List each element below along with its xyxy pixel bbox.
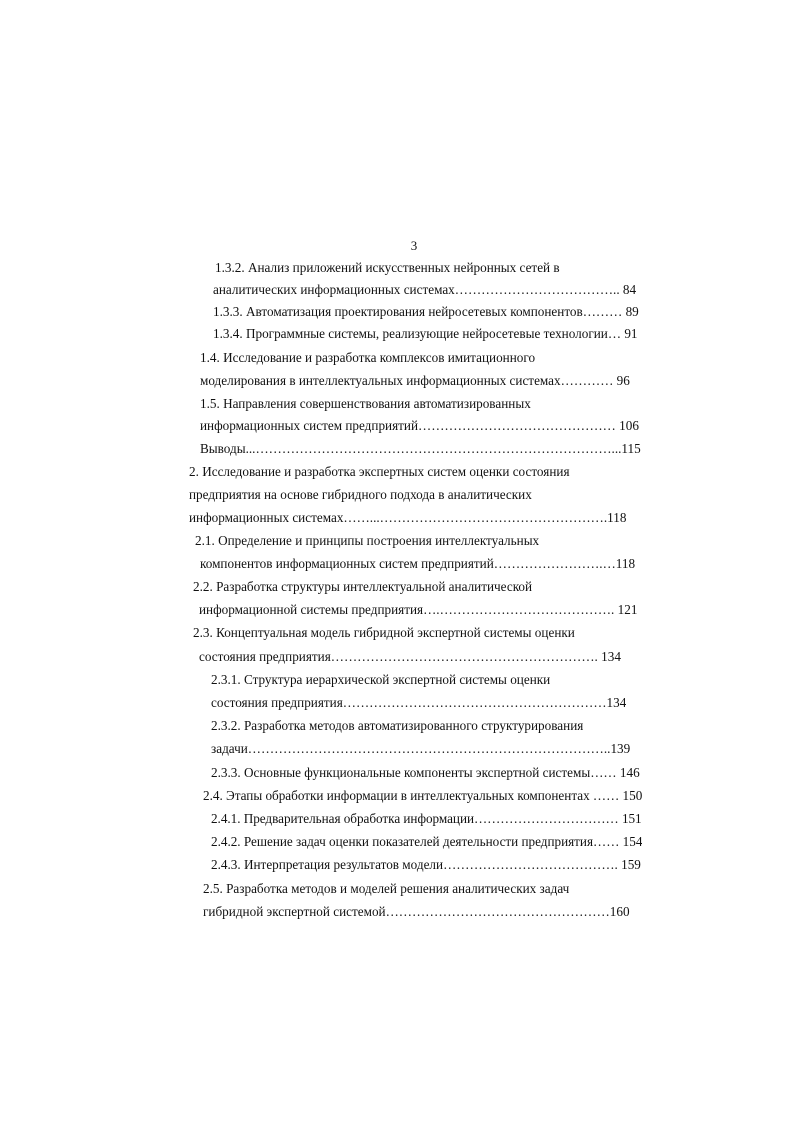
toc-line-2-title-a: 2. Исследование и разработка экспертных систем оценки состояния	[189, 464, 570, 479]
toc-line-1.4-page: моделирования в интеллектуальных информационных системах………… 96	[200, 373, 630, 388]
toc-line-2.1-title: 2.1. Определение и принципы построения интеллектуальных	[195, 533, 540, 548]
toc-line-1.3.2-page: аналитических информационных системах……………………………….. 84	[213, 282, 637, 297]
toc-line-2.4: 2.4. Этапы обработки информации в интеллектуальных компонентах …… 150	[203, 788, 643, 803]
toc-line-2.3.3: 2.3.3. Основные функциональные компоненты экспертной системы…… 146	[211, 765, 640, 780]
toc-line-2.1-page: компонентов информационных систем предприятий…………………….…118	[200, 556, 636, 571]
toc-line-2.5-page: гибридной экспертной системой……………………………………………160	[203, 904, 630, 919]
toc-line-2.3.2-title: 2.3.2. Разработка методов автоматизированного структурирования	[211, 718, 584, 733]
toc-line-1.3.3: 1.3.3. Автоматизация проектирования нейросетевых компонентов……… 89	[213, 304, 639, 319]
toc-line-2.3.1-page: состояния предприятия……………………………………………………134	[211, 695, 627, 710]
toc-line-2.2-title: 2.2. Разработка структуры интеллектуальной аналитической	[193, 579, 533, 594]
toc-line-1.5-title: 1.5. Направления совершенствования автоматизированных	[200, 396, 531, 411]
toc-line-1.3.4: 1.3.4. Программные системы, реализующие нейросетевые технологии… 91	[213, 326, 638, 341]
toc-line-2.3-title: 2.3. Концептуальная модель гибридной экспертной системы оценки	[193, 625, 575, 640]
toc-line-2.5-title: 2.5. Разработка методов и моделей решения аналитических задач	[203, 881, 570, 896]
toc-line-2.2-page: информационной системы предприятия….…………………………………. 121	[199, 602, 638, 617]
page-number: 3	[410, 238, 418, 253]
toc-line-2-page: информационных системах……...…………………………………………….118	[189, 510, 627, 525]
toc-line-conclusions: Выводы...………………………………………………………………………...115	[200, 441, 641, 456]
toc-line-2.4.1: 2.4.1. Предварительная обработка информации…………………………… 151	[211, 811, 642, 826]
toc-line-1.5-page: информационных систем предприятий……………………………………… 106	[200, 418, 639, 433]
toc-line-2.4.2: 2.4.2. Решение задач оценки показателей деятельности предприятия…… 154	[211, 834, 643, 849]
toc-line-2.3.2-page: задачи………………………………………………………………………..139	[211, 741, 631, 756]
toc-line-2-title-b: предприятия на основе гибридного подхода в аналитических	[189, 487, 532, 502]
toc-line-2.4.3: 2.4.3. Интерпретация результатов модели…………………………………. 159	[211, 857, 641, 872]
toc-line-1.3.2-title: 1.3.2. Анализ приложений искусственных нейронных сетей в	[215, 260, 560, 275]
toc-line-2.3.1-title: 2.3.1. Структура иерархической экспертной системы оценки	[211, 672, 551, 687]
toc-line-1.4-title: 1.4. Исследование и разработка комплексов имитационного	[200, 350, 536, 365]
toc-line-2.3-page: состояния предприятия……………………………………………………. 134	[199, 649, 621, 664]
